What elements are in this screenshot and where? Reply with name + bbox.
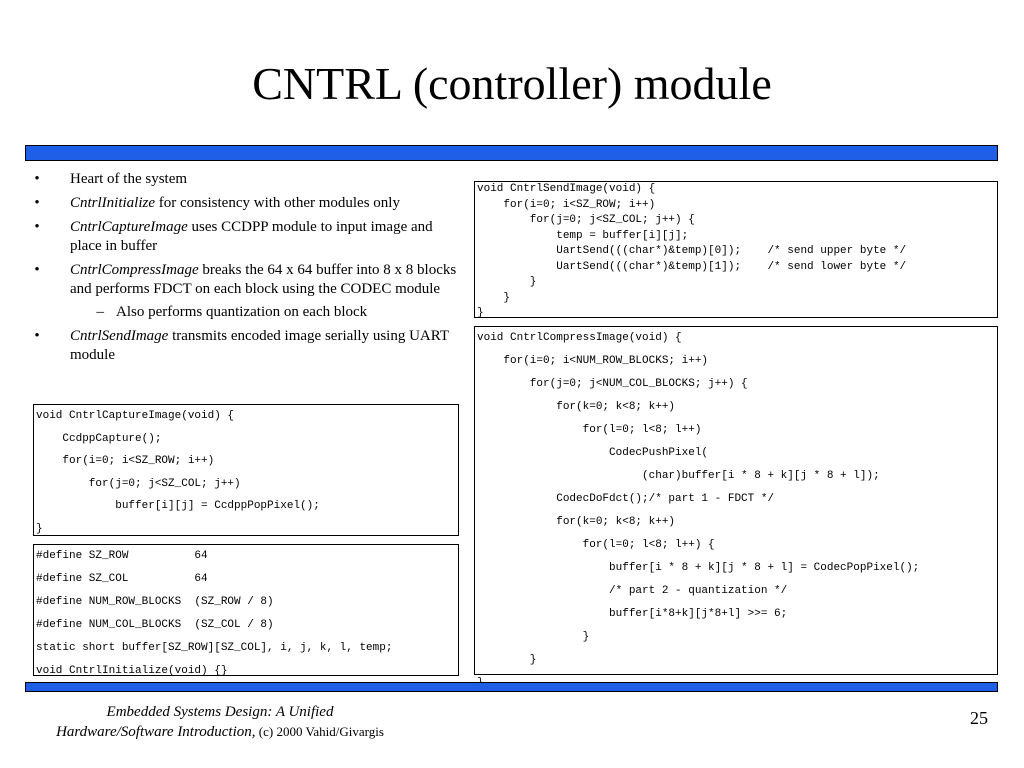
code-line: temp = buffer[i][j]; <box>477 229 689 242</box>
bullet-text: breaks the 64 x 64 buffer into 8 x 8 blocks and performs FDCT on each block using the CODEC module <box>70 262 457 297</box>
code-line: void CntrlCompressImage(void) { <box>477 332 682 344</box>
sub-bullet-list <box>70 303 457 322</box>
footer-line-2 <box>20 722 420 742</box>
code-line: static short buffer[SZ_ROW][SZ_COL], i, j, k, l, temp; <box>36 642 393 654</box>
code-line: UartSend(((char*)&temp)[1]); /* send lower byte */ <box>477 260 907 273</box>
bullet-text: uses CCDPP module to input image and place in buffer <box>70 219 433 254</box>
sub-bullet-marker: – <box>96 304 104 320</box>
footer-copyright: (c) 2000 Vahid/Givargis <box>255 724 384 739</box>
code-line: for(k=0; k<8; k++) <box>477 401 676 413</box>
code-line: buffer[i*8+k][j*8+l] >>= 6; <box>477 608 788 620</box>
bullet-marker: • <box>34 219 40 235</box>
sub-bullet-item <box>70 303 457 322</box>
bullet-list <box>32 170 457 370</box>
bullet-item <box>32 327 457 365</box>
code-line: void CntrlSendImage(void) { <box>477 183 656 195</box>
code-line: CcdppCapture(); <box>36 432 162 445</box>
code-line: for(j=0; j<SZ_COL; j++) { <box>477 214 695 226</box>
page-number: 25 <box>970 708 988 728</box>
code-line: #define NUM_COL_BLOCKS (SZ_COL / 8) <box>36 619 274 631</box>
top-divider-bar <box>25 145 998 161</box>
code-line: CodecPushPixel( <box>477 447 709 459</box>
bullet-item <box>32 194 457 213</box>
code-line: for(i=0; i<SZ_ROW; i++) <box>36 455 215 467</box>
bullet-item <box>32 170 457 189</box>
bullet-function-name: CntrlCompressImage <box>70 262 199 278</box>
code-line: buffer[i][j] = CcdppPopPixel(); <box>36 500 320 512</box>
bullet-text: transmits encoded image serially using UART module <box>70 328 449 363</box>
bullet-text: Heart of the system <box>70 171 188 187</box>
code-line: #define NUM_ROW_BLOCKS (SZ_ROW / 8) <box>36 596 274 608</box>
bullet-item <box>32 218 457 256</box>
bullet-marker: • <box>34 262 40 278</box>
bullet-marker: • <box>34 195 40 211</box>
code-line: for(k=0; k<8; k++) <box>477 516 676 528</box>
code-line: } <box>477 631 590 643</box>
bullet-function-name: CntrlInitialize <box>70 195 156 211</box>
code-line: void CntrlCaptureImage(void) { <box>36 410 235 422</box>
sub-bullet-text: Also performs quantization on each block <box>116 304 368 320</box>
footer-citation <box>20 702 420 742</box>
code-line: /* part 2 - quantization */ <box>477 585 788 597</box>
code-box-defines <box>33 544 459 676</box>
code-line: UartSend(((char*)&temp)[0]); /* send upper byte */ <box>477 245 907 257</box>
code-line: (char)buffer[i * 8 + k][j * 8 + l]); <box>477 470 880 482</box>
code-line: for(i=0; i<SZ_ROW; i++) <box>477 198 656 211</box>
code-line: void CntrlInitialize(void) {} <box>36 665 228 677</box>
code-line: } <box>477 291 511 304</box>
code-line: for(j=0; j<SZ_COL; j++) <box>36 477 241 490</box>
code-line: CodecDoFdct();/* part 1 - FDCT */ <box>477 493 775 505</box>
code-line: #define SZ_COL 64 <box>36 573 208 585</box>
bullet-text: for consistency with other modules only <box>155 195 400 211</box>
slide-title: CNTRL (controller) module <box>252 58 772 109</box>
code-box-capture-image <box>33 404 459 536</box>
bullet-marker: • <box>34 328 40 344</box>
code-line: for(j=0; j<NUM_COL_BLOCKS; j++) { <box>477 378 748 390</box>
code-line: for(i=0; i<NUM_ROW_BLOCKS; i++) <box>477 355 709 367</box>
code-line: } <box>477 307 484 319</box>
bottom-divider-bar <box>25 682 998 692</box>
code-box-compress-image <box>474 326 998 675</box>
code-box-send-image <box>474 181 998 318</box>
code-line: } <box>477 276 537 288</box>
footer-book-subtitle: Hardware/Software Introduction, <box>56 724 256 740</box>
bullet-function-name: CntrlCaptureImage <box>70 219 188 235</box>
bullet-marker: • <box>34 171 40 187</box>
bullet-function-name: CntrlSendImage <box>70 328 169 344</box>
code-line: } <box>36 522 43 535</box>
code-line: } <box>477 654 537 666</box>
code-line: buffer[i * 8 + k][j * 8 + l] = CodecPopPixel(); <box>477 562 920 574</box>
footer-line-1: Embedded Systems Design: A Unified <box>106 704 334 720</box>
code-line: for(l=0; l<8; l++) { <box>477 539 715 551</box>
code-line: #define SZ_ROW 64 <box>36 550 208 562</box>
code-line: for(l=0; l<8; l++) <box>477 424 702 436</box>
bullet-item <box>32 261 457 322</box>
